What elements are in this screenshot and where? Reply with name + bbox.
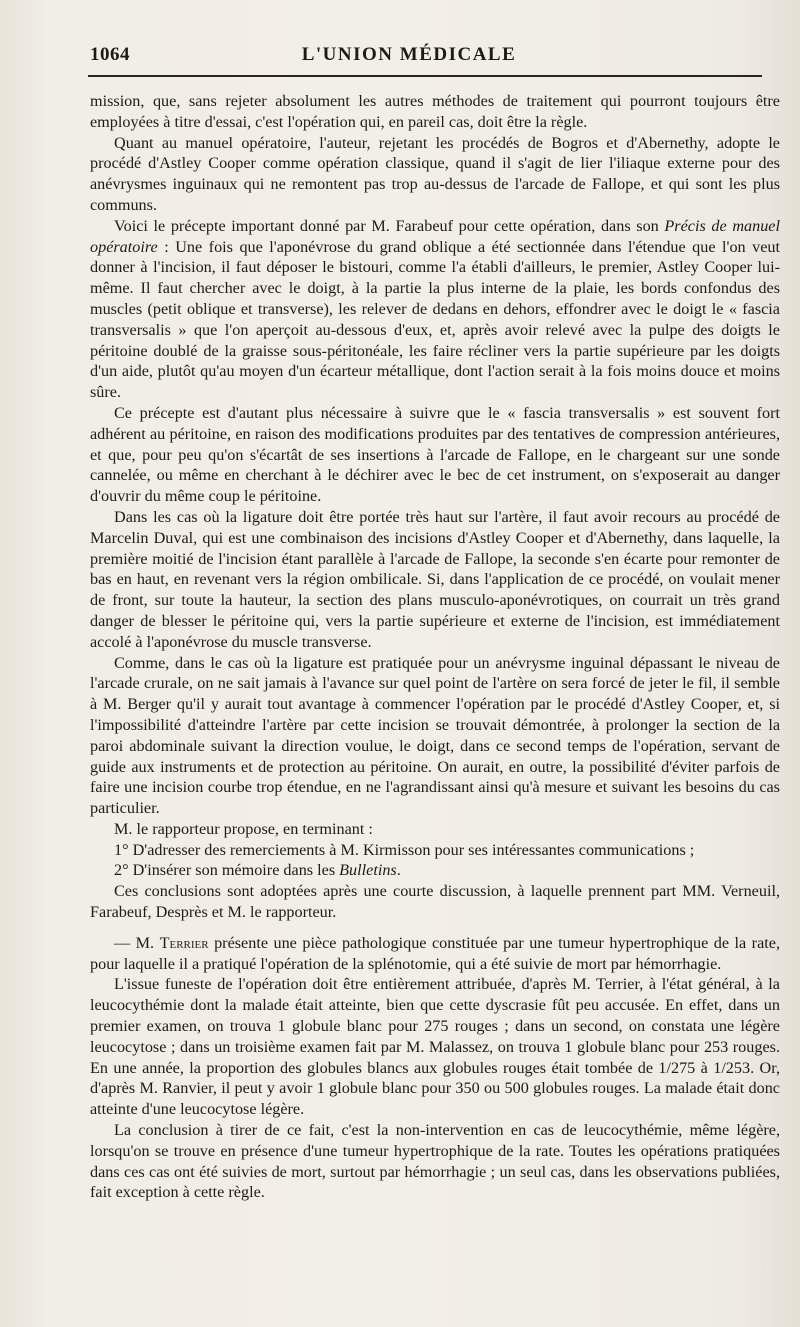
running-header [90,44,758,76]
author-name-smallcaps: Terrier [159,933,209,952]
page-number: 1064 [90,44,130,65]
paragraph: M. le rapporteur propose, en terminant : [114,819,373,838]
paragraph: 2° D'insérer son mémoire dans les Bulletins. [114,861,401,880]
paragraph: — M. Terrier présente une pièce pathologique constituée par une tumeur hypertrophique de la rate, pour laquelle il a pratiqué l'opération de la splénotomie, qui a été suivie de mort par hémorrhagie. [90,933,780,973]
paragraph: Ces conclusions sont adoptées après une courte discussion, à laquelle prennent part MM. Verneuil, Farabeuf, Desprès et M. le rapporteur. [90,882,780,922]
journal-title: L'UNION MÉDICALE [301,44,517,65]
book-title: Précis de manuel opératoire [90,216,780,256]
header-rule [88,75,762,77]
paragraph: Dans les cas où la ligature doit être portée très haut sur l'artère, il faut avoir recours au procédé de Marcelin Duval, qui est une combinaison des incisions d'Astley Cooper et d'Abernethy, dans laquelle, la première moitié de l'incision étant parallèle à l'arcade de Fallope, la seconde s'en écarte pour remonter de bas en haut, en revenant vers la région ombilicale. Si, dans l'application de ce procédé, on voulait mener de front, sur toute la hauteur, la section des plans musculo-aponévrotiques, on courrait un très grand danger de blesser le péritoine qui, vers la partie supérieure et externe de l'incision, est immédiatement accolé à l'aponévrose du muscle transverse. [90,507,780,651]
paragraph: Ce précepte est d'autant plus nécessaire à suivre que le « fascia transversalis » est souvent fort adhérent au péritoine, en raison des modifications produites par des tentatives de compression antérieures, et que, pour peu qu'on s'écartât de ses insertions à l'arcade de Fallope, en le chargeant sur une sonde cannelée, ou même en cherchant à le déchirer avec le bec de cet instrument, on s'exposerait au danger d'ouvrir du même coup le péritoine. [90,403,780,506]
paragraph: Voici le précepte important donné par M. Farabeuf pour cette opération, dans son Précis de manuel opératoire : Une fois que l'aponévrose du grand oblique a été sectionnée dans l'étendue que l'on veut donner à l'incision, il faut déposer le bistouri, comme l'a établi d'ailleurs, le premier, Astley Cooper lui-même. Il faut chercher avec le doigt, à la partie la plus interne de la plaie, les bords confondus des muscles (petit oblique et transverse), les relever de dedans en dehors, effondrer avec le doigt le « fascia transversalis » que l'on aperçoit au-dessous d'eux, et, après avoir relevé avec la pulpe des doigts le péritoine doublé de la graisse sous-péritonéale, les faire récliner vers la partie supérieure par les doigts d'un aide, plutôt qu'au moyen d'un écarteur métallique, dont l'action serait à la fois moins douce et moins sûre. [90,216,780,402]
paragraph: L'issue funeste de l'opération doit être entièrement attribuée, d'après M. Terrier, à l'état général, à la leucocythémie dont la malade était atteinte, bien que cette dyscrasie fût peu accusée. En effet, dans un premier examen, on trouva 1 globule blanc pour 275 rouges ; dans un second, on constata une légère leucocytose ; dans un troisième examen fait par M. Malassez, on trouva 1 globule blanc pour 253 rouges. En une année, la proportion des globules blancs aux globules rouges était tombée de 1/275 à 1/253. Or, d'après M. Ranvier, il peut y avoir 1 globule blanc pour 350 ou 500 globules rouges. La malade était donc atteinte d'une leucocytose légère. [90,975,780,1119]
italic-bulletins: Bulletins [339,861,397,880]
paragraph: 1° D'adresser des remerciements à M. Kirmisson pour ses intéressantes communications ; [114,840,695,859]
paragraph: Quant au manuel opératoire, l'auteur, rejetant les procédés de Bogros et d'Abernethy, adopte le procédé d'Astley Cooper comme opération classique, quand il s'agit de lier l'iliaque externe pour des anévrysmes inguinaux qui ne remontent pas trop au-dessus de l'arcade de Fallope, et qui sont les plus communs. [90,133,780,214]
paragraph: Comme, dans le cas où la ligature est pratiquée pour un anévrysme inguinal dépassant le niveau de l'arcade crurale, on ne sait jamais à l'avance sur quel point de l'artère on sera forcé de jeter le fil, il semble à M. Berger qu'il y aurait tout avantage à commencer l'opération par le procédé d'Astley Cooper, et, si l'impossibilité d'atteindre l'artère par cette incision se trouvait démontrée, à prolonger la section de la paroi abdominale suivant la direction voulue, le doigt, dans ce second temps de l'opération, servant de guide aux instruments et de protection au péritoine. On aurait, en outre, la possibilité d'éviter parfois de faire une incision courbe trop étendue, en ne l'agrandissant ainsi qu'à mesure et suivant les besoins du cas particulier. [90,653,780,818]
paragraph: mission, que, sans rejeter absolument les autres méthodes de traitement qui pourront toujours être employées à titre d'essai, c'est l'opération qui, en pareil cas, doit être la règle. [90,92,780,131]
paragraph: La conclusion à tirer de ce fait, c'est la non-intervention en cas de leucocythémie, même légère, lorsqu'on se trouve en présence d'une tumeur hypertrophique de la rate. Toutes les opérations pratiquées dans ces cas ont été suivies de mort, surtout par hémorrhagie ; un seul cas, dans les observations publiées, fait exception à cette règle. [90,1121,780,1202]
article-body [90,91,780,1203]
